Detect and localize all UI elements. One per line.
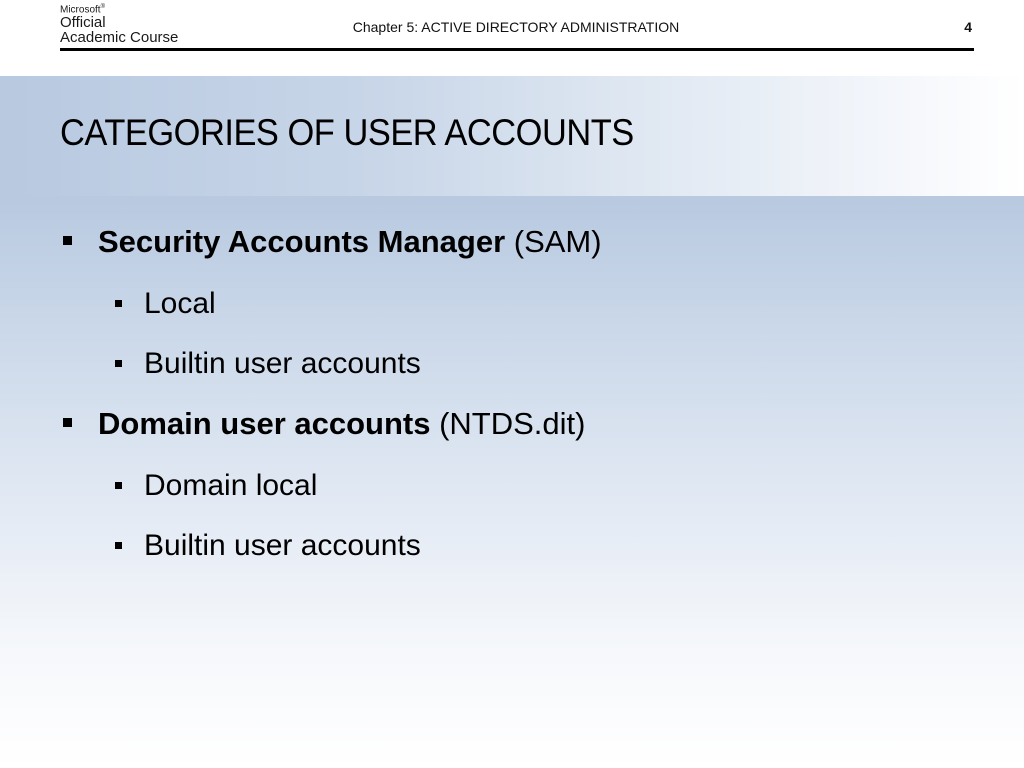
bullet-text-rest: (NTDS.dit) bbox=[430, 406, 586, 441]
logo-line-academic-course: Academic Course bbox=[60, 29, 179, 47]
chapter-heading bbox=[0, 19, 1024, 35]
square-bullet-icon bbox=[63, 418, 72, 427]
sub-bullet-item bbox=[60, 526, 960, 586]
slide-title: CATEGORIES OF USER ACCOUNTS bbox=[60, 112, 634, 153]
square-bullet-icon bbox=[115, 482, 122, 489]
square-bullet-icon bbox=[115, 300, 122, 307]
bullet-item-domain-user-accounts bbox=[60, 404, 960, 466]
sub-bullet-text: Builtin user accounts bbox=[144, 347, 421, 380]
bullet-text-rest: (SAM) bbox=[505, 224, 602, 259]
square-bullet-icon bbox=[115, 542, 122, 549]
sub-bullet-text: Local bbox=[144, 287, 216, 320]
square-bullet-icon bbox=[63, 236, 72, 245]
square-bullet-icon bbox=[115, 360, 122, 367]
sub-bullet-item bbox=[60, 284, 960, 344]
sub-bullet-text: Domain local bbox=[144, 469, 318, 502]
bullet-text-bold: Domain user accounts bbox=[98, 406, 431, 441]
bullet-text-bold: Security Accounts Manager bbox=[98, 224, 506, 259]
chapter-heading-text: Chapter 5: ACTIVE DIRECTORY ADMINISTRATION bbox=[352, 19, 680, 35]
logo-line-microsoft: Microsoft® bbox=[60, 4, 105, 16]
bullet-item-sam bbox=[60, 222, 960, 284]
header-divider bbox=[60, 48, 974, 51]
sub-bullet-text: Builtin user accounts bbox=[144, 529, 421, 562]
sub-bullet-item bbox=[60, 344, 960, 404]
sub-bullet-item bbox=[60, 466, 960, 526]
logo-line-official: Official bbox=[60, 14, 106, 32]
page-number: 4 bbox=[964, 19, 972, 35]
bullet-list bbox=[60, 222, 960, 586]
